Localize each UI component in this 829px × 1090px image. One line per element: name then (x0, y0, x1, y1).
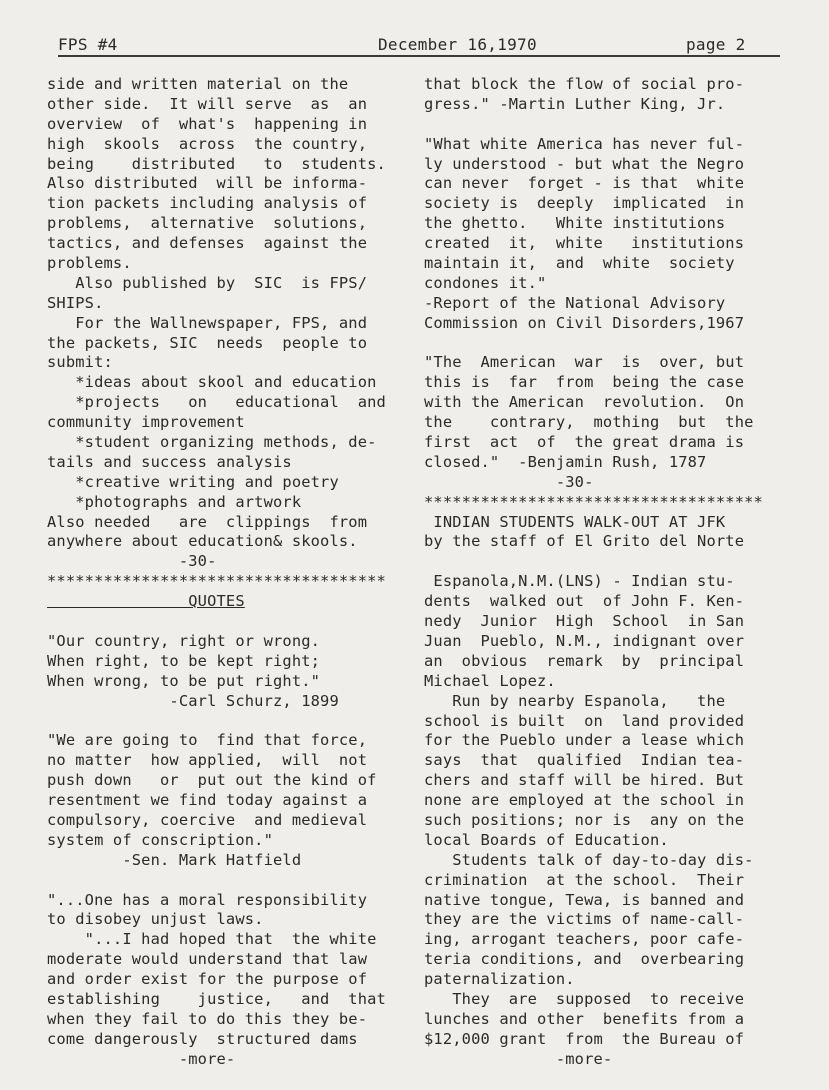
right-column (424, 75, 789, 1070)
right-column-line: this is far from being the case (424, 373, 745, 392)
right-column-line: Michael Lopez. (424, 671, 556, 690)
left-column-line: and order exist for the purpose of (47, 970, 368, 989)
left-column-line: anywhere about education& skools. (47, 532, 358, 551)
left-column-line: high skools across the country, (47, 134, 368, 153)
right-column-line: ly understood - but what the Negro (424, 154, 745, 173)
left-column-line: Also published by SIC is FPS/ (47, 273, 368, 292)
right-column-line: ************************************ (424, 492, 763, 511)
left-column-line: QUOTES (47, 592, 245, 611)
left-column-line: resentment we find today against a (47, 791, 368, 810)
left-column-line: Also needed are clippings from (47, 512, 368, 531)
left-column-line (47, 712, 415, 732)
left-column-line: tails and success analysis (47, 452, 292, 471)
right-column-line: Juan Pueblo, N.M., indignant over (424, 631, 745, 650)
right-column-line: ing, arrogant teachers, poor cafe- (424, 930, 745, 949)
left-column-line: -Carl Schurz, 1899 (47, 691, 339, 710)
left-column-line: problems, alternative solutions, (47, 214, 368, 233)
left-column-line: submit: (47, 353, 113, 372)
left-column-line: tion packets including analysis of (47, 194, 368, 213)
left-column-line: *photographs and artwork (47, 492, 302, 511)
right-column-line: can never forget - is that white (424, 174, 745, 193)
right-column-line: "What white America has never ful- (424, 134, 745, 153)
right-column-line: chers and staff will be hired. But (424, 771, 745, 790)
right-column-line: with the American revolution. On (424, 393, 745, 412)
right-column-line (424, 334, 789, 354)
right-column-line: an obvious remark by principal (424, 651, 745, 670)
right-column-line: -30- (424, 472, 594, 491)
header-rule (58, 55, 780, 57)
right-column-line: Students talk of day-to-day dis- (424, 850, 754, 869)
right-column-line: the ghetto. White institutions (424, 214, 726, 233)
right-column-line: the contrary, mothing but the (424, 413, 754, 432)
right-column-line: Espanola,N.M.(LNS) - Indian stu- (424, 572, 735, 591)
left-column-line: the packets, SIC needs people to (47, 333, 368, 352)
left-column-line: other side. It will serve as an (47, 94, 368, 113)
right-column-line: INDIAN STUDENTS WALK-OUT AT JFK (424, 512, 726, 531)
right-column-line: -Report of the National Advisory (424, 293, 726, 312)
right-column-line: native tongue, Tewa, is banned and (424, 890, 745, 909)
left-column-line: side and written material on the (47, 75, 349, 93)
left-column-line: when they fail to do this they be- (47, 1009, 368, 1028)
left-column-line: ************************************ (47, 572, 386, 591)
right-column-line: Commission on Civil Disorders,1967 (424, 313, 745, 332)
right-column-line: closed." -Benjamin Rush, 1787 (424, 452, 707, 471)
left-column-line: moderate would understand that law (47, 950, 368, 969)
left-column-line: -30- (47, 552, 217, 571)
issue-date: December 16,1970 (378, 35, 537, 54)
right-column-line: paternalization. (424, 970, 575, 989)
right-column-line: maintain it, and white society (424, 254, 735, 273)
left-column-line: *creative writing and poetry (47, 472, 339, 491)
right-column-line: such positions; nor is any on the (424, 810, 745, 829)
right-column-line: condones it." (424, 273, 547, 292)
left-column-line: "...One has a moral responsibility (47, 890, 368, 909)
right-column-line: by the staff of El Grito del Norte (424, 532, 745, 551)
left-column-line: "...I had hoped that the white (47, 930, 377, 949)
right-column-line: gress." -Martin Luther King, Jr. (424, 94, 726, 113)
left-column-line: Also distributed will be informa- (47, 174, 368, 193)
left-column-line: -Sen. Mark Hatfield (47, 850, 302, 869)
right-column-line: first act of the great drama is (424, 433, 745, 452)
left-column-line: community improvement (47, 413, 245, 432)
right-column-line: local Boards of Education. (424, 830, 669, 849)
left-column-line: SHIPS. (47, 293, 104, 312)
left-column-line: When right, to be kept right; (47, 651, 321, 670)
right-column-line: teria conditions, and overbearing (424, 950, 745, 969)
right-column-line: $12,000 grant from the Bureau of (424, 1029, 745, 1048)
right-column-line: They are supposed to receive (424, 989, 745, 1008)
right-column-line (424, 552, 789, 572)
right-column-line: -more- (424, 1049, 613, 1068)
left-column-line: push down or put out the kind of (47, 771, 377, 790)
right-column-line: none are employed at the school in (424, 791, 745, 810)
right-column-line: Run by nearby Espanola, the (424, 691, 726, 710)
left-column-line: -more- (47, 1049, 236, 1068)
right-column-line: society is deeply implicated in (424, 194, 745, 213)
left-column-line: tactics, and defenses against the (47, 234, 368, 253)
right-column-line: dents walked out of John F. Ken- (424, 592, 745, 611)
left-column-line: overview of what's happening in (47, 114, 368, 133)
left-column-line: *projects on educational and (47, 393, 386, 412)
left-column-line: system of conscription." (47, 830, 273, 849)
left-column-line: *ideas about skool and education (47, 373, 377, 392)
left-column-line: For the Wallnewspaper, FPS, and (47, 313, 368, 332)
left-column-line: compulsory, coercive and medieval (47, 810, 368, 829)
right-column-line: nedy Junior High School in San (424, 612, 745, 631)
left-column-line: being distributed to students. (47, 154, 386, 173)
left-column-line: no matter how applied, will not (47, 751, 368, 770)
right-column-line: created it, white institutions (424, 234, 745, 253)
page-header (58, 33, 778, 57)
right-column-line: crimination at the school. Their (424, 870, 745, 889)
left-column-line: When wrong, to be put right." (47, 671, 321, 690)
right-column-line: they are the victims of name-call- (424, 910, 745, 929)
right-column-line: for the Pueblo under a lease which (424, 731, 745, 750)
left-column-line: "We are going to find that force, (47, 731, 368, 750)
right-column-line: "The American war is over, but (424, 353, 745, 372)
left-column-line: problems. (47, 254, 132, 273)
left-column-line: "Our country, right or wrong. (47, 631, 321, 650)
left-column-line: come dangerously structured dams (47, 1029, 358, 1048)
right-column-line (424, 115, 789, 135)
left-column-line: *student organizing methods, de- (47, 433, 377, 452)
left-column-line (47, 612, 415, 632)
page-number: page 2 (686, 35, 746, 54)
right-column-line: says that qualified Indian tea- (424, 751, 745, 770)
publication-id: FPS #4 (58, 35, 118, 54)
left-column-line: establishing justice, and that (47, 989, 386, 1008)
left-column-line (47, 871, 415, 891)
right-column-line: lunches and other benefits from a (424, 1009, 745, 1028)
left-column-line: to disobey unjust laws. (47, 910, 264, 929)
right-column-line: that block the flow of social pro- (424, 75, 745, 93)
right-column-line: school is built on land provided (424, 711, 745, 730)
left-column (47, 75, 415, 1070)
